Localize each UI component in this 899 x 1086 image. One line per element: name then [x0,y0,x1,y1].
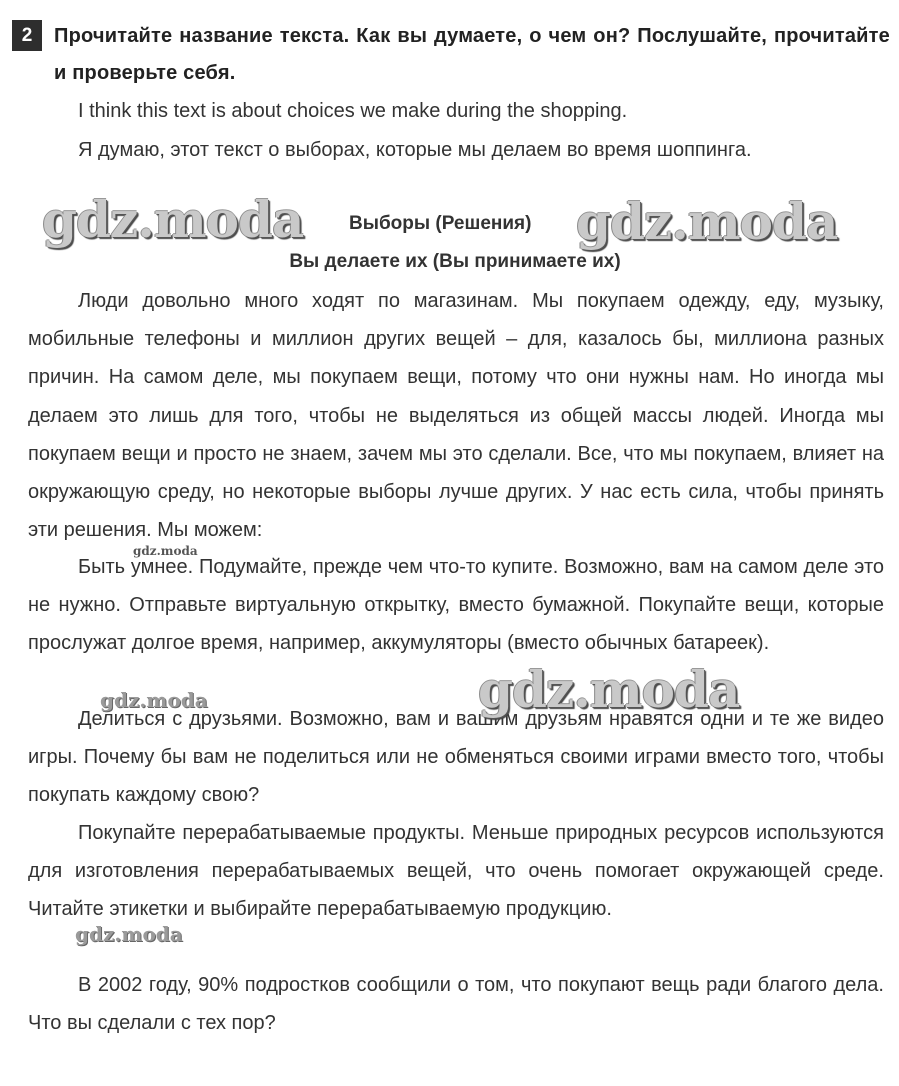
watermark-logo: gdz.moda [478,660,740,719]
paragraph-be-smarter: Быть умнее. Подумайте, прежде чем что-то купите. Возможно, вам на самом деле это не нужно. Отправьте виртуальную открытку, вместо бумажной. Покупайте вещи, которые прослужат долгое время, например, аккумуляторы (вместо обычных батареек). [28,556,884,655]
watermark-logo: gdz.moda [75,922,183,946]
paragraph-intro: Люди довольно много ходят по магазинам. Мы покупаем одежду, еду, музыку, мобильные телефоны и миллион других вещей – для, казалось бы, миллиона разных причин. На самом деле, мы покупаем вещи, потому что они нужны нам. Но иногда мы делаем это лишь для того, чтобы не выделяться из общей массы людей. Иногда мы покупаем вещи и просто не знаем, зачем мы это сделали. Все, что мы покупаем, влияет на окружающую среду, но некоторые выборы лучше других. У нас есть сила, чтобы принять эти решения. Мы можем: [28,290,884,542]
watermark-logo: gdz.moda [576,192,838,251]
paragraph-recycle: Покупайте перерабатываемые продукты. Меньше природных ресурсов используются для изготовления перерабатываемых вещей, что очень помогает окружающей среде. Читайте этикетки и выбирайте перерабатываемую продукцию. [28,822,884,921]
paragraph-share: Делиться с друзьями. Возможно, вам и вашим друзьям нравятся одни и те же видео игры. Почему бы вам не поделиться или не обменяться своими играми вместо того, чтобы покупать каждому свою? [28,708,884,807]
task-instruction: Прочитайте название текста. Как вы думаете, о чем он? Послушайте, прочитайте и проверьте себя. [54,25,890,84]
task-number-badge: 2 [12,20,42,51]
watermark-logo: gdz.moda [133,544,198,558]
answer-russian: Я думаю, этот текст о выборах, которые мы делаем во время шоппинга. [78,139,752,161]
watermark-logo: gdz.moda [100,688,208,712]
answer-english: I think this text is about choices we make during the shopping. [78,100,628,122]
text-subtitle: Вы делаете их (Вы принимаете их) [289,251,621,272]
paragraph-statistics: В 2002 году, 90% подростков сообщили о том, что покупают вещь ради благого дела. Что вы сделали с тех пор? [28,974,884,1035]
watermark-logo: gdz.moda [42,190,304,249]
text-title: Выборы (Решения) [349,213,532,234]
